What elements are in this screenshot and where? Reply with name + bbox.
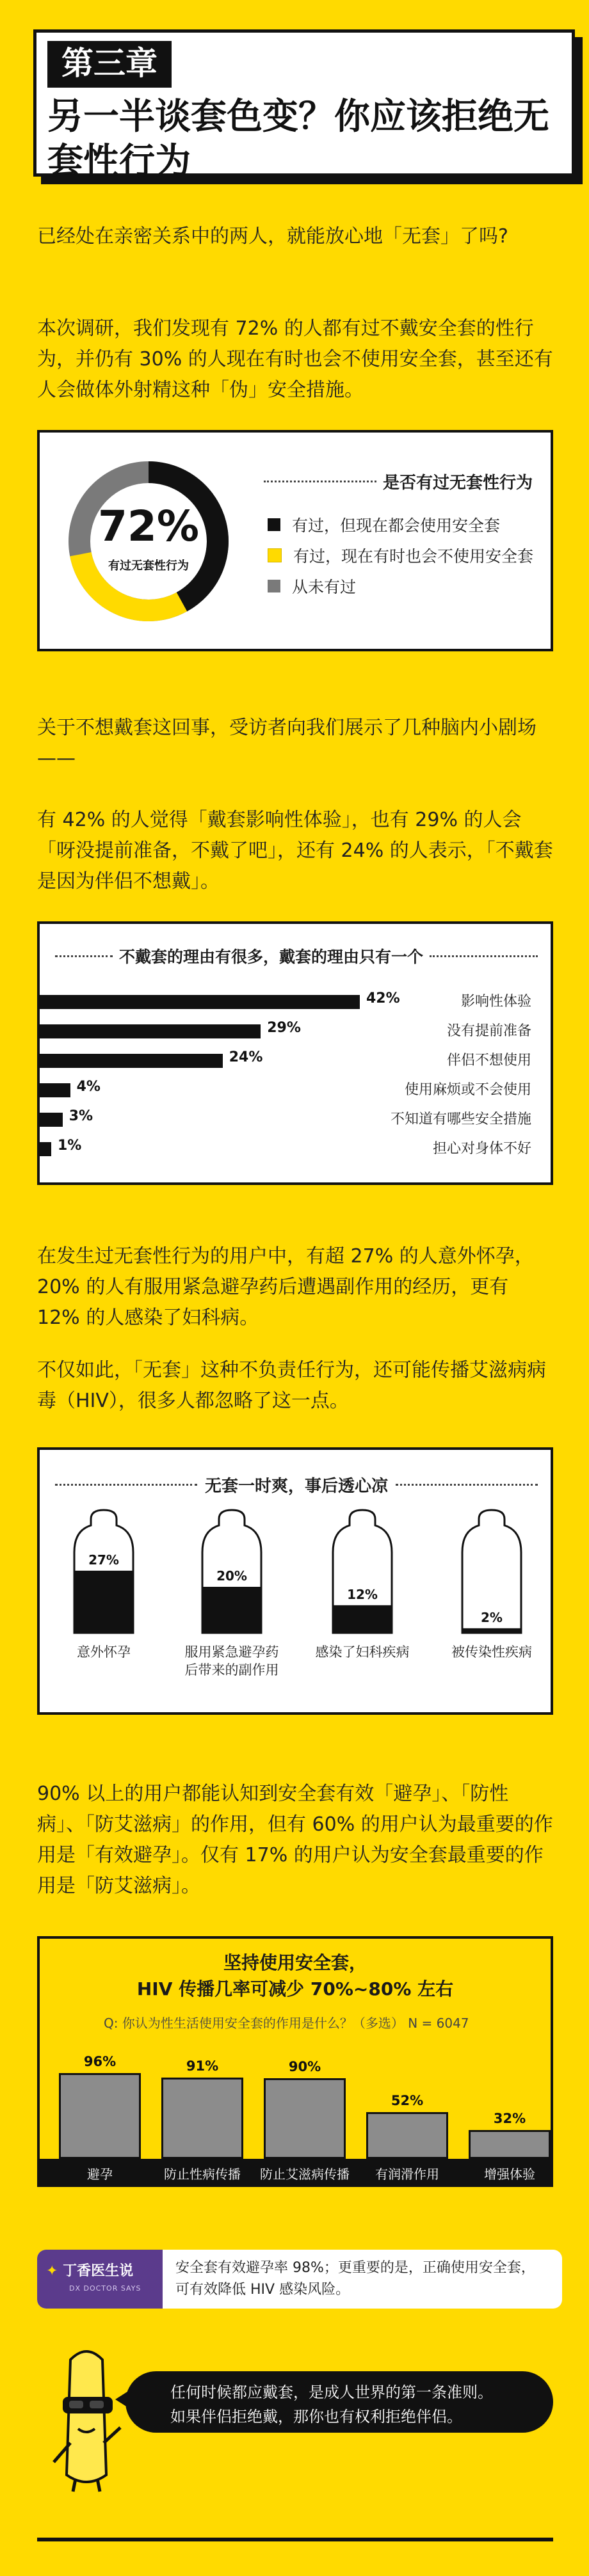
reason-bar xyxy=(40,995,360,1009)
function-bar-value: 52% xyxy=(391,2093,424,2109)
function-bar xyxy=(161,2078,243,2159)
speech-bubble xyxy=(125,2371,553,2433)
condom-chart-area xyxy=(40,1507,551,1712)
donut-title-row xyxy=(264,470,533,493)
title-dotted-rule xyxy=(264,481,376,482)
condom-fill xyxy=(324,1605,401,1633)
section3-paragraph-1: 在发生过无套性行为的用户中，有超 27% 的人意外怀孕， 20% 的人有服用紧急避孕药后遭遇副作用的经历，更有 12% 的人感染了妇科病。 xyxy=(37,1245,534,1329)
reason-bar-label: 使用麻烦或不会使用 xyxy=(404,1082,531,1098)
condom-value-label: 12% xyxy=(347,1586,378,1602)
reason-bar-value: 3% xyxy=(69,1108,93,1124)
donut-value: 72% xyxy=(98,502,199,551)
brand-badge xyxy=(37,2250,163,2309)
function-bar xyxy=(366,2112,448,2159)
reason-bar xyxy=(40,1083,70,1097)
function-chart-card xyxy=(37,1936,553,2187)
speech-bubble-tail xyxy=(115,2390,129,2408)
reason-bar-value: 4% xyxy=(76,1079,101,1095)
brand-logo-icon: ✦ xyxy=(46,2263,58,2279)
tip-box xyxy=(37,2250,562,2309)
function-bar-value: 91% xyxy=(186,2058,219,2074)
condom-fill xyxy=(65,1571,142,1633)
intro-paragraph-1: 已经处在亲密关系中的两人，就能放心地「无套」了吗? xyxy=(37,225,508,248)
condom-category-label: 意外怀孕 xyxy=(77,1644,131,1660)
condom-title-row xyxy=(55,1473,538,1497)
reason-bar xyxy=(40,1054,223,1068)
reason-bar-row xyxy=(40,1017,551,1046)
reason-bar-row xyxy=(40,1106,551,1134)
section3-paragraph-2: 不仅如此，「无套」这种不负责任行为，还可能传播艾滋病病毒（HIV），很多人都忽略了这一点。 xyxy=(37,1359,546,1412)
legend-swatch xyxy=(268,580,280,592)
brand-name xyxy=(46,2260,133,2280)
function-title-line-2: HIV 传播几率可减少 70%~80% 左右 xyxy=(136,1978,454,2000)
title-dotted-rule xyxy=(55,955,113,957)
legend-item xyxy=(268,571,549,601)
legend-label: 从未有过 xyxy=(292,578,357,596)
footer-rule xyxy=(37,2538,553,2541)
donut-legend xyxy=(268,509,549,601)
legend-swatch xyxy=(268,548,282,562)
function-bar-label: 避孕 xyxy=(87,2167,113,2182)
tip-text: 安全套有效避孕率 98%；更重要的是，正确使用安全套，可有效降低 HIV 感染风险。 xyxy=(175,2260,535,2298)
reason-bar xyxy=(40,1024,261,1038)
reason-bar-label: 伴侣不想使用 xyxy=(446,1053,531,1069)
condom-chart-card xyxy=(37,1447,553,1715)
title-dotted-rule xyxy=(396,1484,538,1486)
condom-category-label: 感染了妇科疾病 xyxy=(315,1644,410,1660)
brand-subtitle: DX DOCTOR SAYS xyxy=(69,2284,141,2293)
condom-bar xyxy=(324,1507,401,1635)
condom-title: 无套一时爽，事后透心凉 xyxy=(205,1477,389,1496)
section2-paragraph-2: 有 42% 的人觉得「戴套影响性体验」，也有 29% 的人会「呀没提前准备，不戴了吧」，还有 24% 的人表示，「不戴套是因为伴侣不想戴」。 xyxy=(37,809,553,893)
function-bar-area xyxy=(40,2035,551,2184)
title-line-1: 另一半谈套色变？你应该拒绝无 xyxy=(47,96,549,138)
donut-title: 是否有过无套性行为 xyxy=(382,473,533,493)
function-bar xyxy=(59,2073,141,2159)
title-line-2: 套性行为 xyxy=(47,141,191,182)
condom-bar xyxy=(453,1507,530,1635)
function-bar-value: 32% xyxy=(493,2111,526,2127)
speech-line-1: 任何时候都应戴套，是成人世界的第一条准则。 xyxy=(170,2383,493,2401)
condom-value-label: 27% xyxy=(88,1552,119,1568)
condom-bar xyxy=(193,1507,270,1635)
legend-item xyxy=(268,540,549,571)
reason-bar-row xyxy=(40,1047,551,1075)
condom-value-label: 2% xyxy=(481,1609,503,1625)
function-bar-label: 防止艾滋病传播 xyxy=(260,2167,350,2182)
function-bar-value: 96% xyxy=(83,2053,117,2069)
function-bar xyxy=(469,2130,551,2159)
legend-item xyxy=(268,509,549,540)
reasons-chart-card xyxy=(37,921,553,1185)
title-dotted-rule xyxy=(430,955,538,957)
speech-line-2: 如果伴侣拒绝戴，那你也有权利拒绝伴侣。 xyxy=(170,2408,462,2426)
speech-text xyxy=(170,2380,542,2429)
legend-label: 有过，现在有时也会不使用安全套 xyxy=(293,547,534,566)
condom-bar xyxy=(65,1507,142,1635)
function-title xyxy=(40,1950,551,2002)
reasons-bar-area xyxy=(40,988,551,1180)
reason-bar-label: 影响性体验 xyxy=(460,994,531,1010)
chapter-tag: 第三章 xyxy=(47,41,172,88)
reason-bar-label: 担心对身体不好 xyxy=(432,1141,531,1157)
reason-bar-value: 24% xyxy=(229,1049,263,1065)
intro-paragraph-2: 本次调研，我们发现有 72% 的人都有过不戴安全套的性行为，并仍有 30% 的人现在有时也会不使用安全套，甚至还有人会做体外射精这种「伪」安全措施。 xyxy=(37,317,553,401)
condom-value-label: 20% xyxy=(216,1568,247,1584)
survey-question: Q: 你认为性生活使用安全套的作用是什么？（多选） N = 6047 xyxy=(104,2015,469,2031)
function-bar-label: 增强体验 xyxy=(484,2167,535,2182)
reason-bar xyxy=(40,1142,51,1156)
function-title-line-1: 坚持使用安全套， xyxy=(223,1952,367,1973)
condom-category-label: 被传染性疾病 xyxy=(451,1644,532,1660)
legend-label: 有过，但现在都会使用安全套 xyxy=(292,516,501,535)
function-bar-label: 有润滑作用 xyxy=(375,2167,439,2182)
donut-card xyxy=(37,430,553,651)
page-title xyxy=(47,95,560,184)
reason-bar-row xyxy=(40,1135,551,1163)
reasons-title-row xyxy=(55,944,538,967)
section2-paragraph-1: 关于不想戴套这回事，受访者向我们展示了几种脑内小剧场—— xyxy=(37,717,537,770)
reason-bar-value: 29% xyxy=(267,1020,301,1036)
condom-fill xyxy=(193,1587,270,1633)
function-bar xyxy=(264,2078,346,2159)
section4-paragraph: 90% 以上的用户都能认知到安全套有效「避孕」、「防性病」、「防艾滋病」的作用，但有 60% 的用户认为最重要的作用是「有效避孕」。仅有 17% 的用户认为安全套最重要的作用是「防艾滋病」。 xyxy=(37,1783,553,1897)
function-bar-label: 防止性病传播 xyxy=(164,2167,241,2182)
brand-label: 丁香医生说 xyxy=(63,2263,134,2279)
reason-bar xyxy=(40,1113,63,1127)
reason-bar-value: 42% xyxy=(366,990,400,1006)
reason-bar-label: 不知道有哪些安全措施 xyxy=(390,1111,531,1127)
title-dotted-rule xyxy=(55,1484,197,1486)
reason-bar-value: 1% xyxy=(58,1138,82,1154)
legend-swatch xyxy=(268,518,280,531)
condom-category-label: 服用紧急避孕药 后带来的副作用 xyxy=(184,1644,279,1678)
reason-bar-row xyxy=(40,988,551,1016)
function-bar-value: 90% xyxy=(288,2059,321,2074)
donut-caption: 有过无套性行为 xyxy=(108,559,189,573)
condom-mascot-icon xyxy=(45,2347,128,2494)
reason-bar-row xyxy=(40,1076,551,1104)
reasons-title: 不戴套的理由有很多，戴套的理由只有一个 xyxy=(119,948,424,966)
reason-bar-label: 没有提前准备 xyxy=(446,1023,531,1039)
